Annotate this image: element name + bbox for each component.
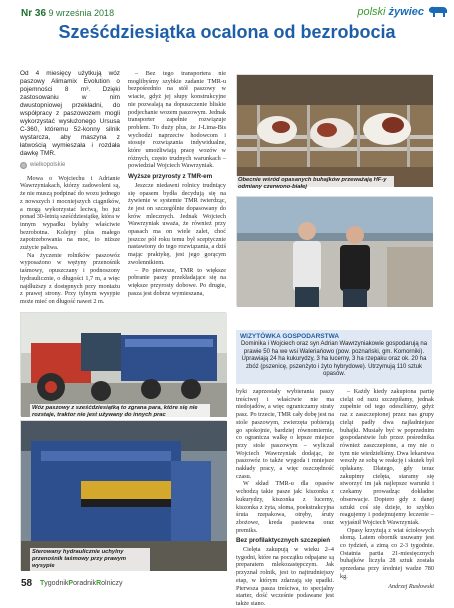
- paragraph: Na życzenie rolników paszowóz wyposażono w wężyny przenośnik taśmowy, opuszczany i podnoszony hydraulicznie, o długości 1,7 m, a więc najdłuższy z dostępnych przy montażu z prawej strony. Przy tylnym wysypie może mieć on długość nawet 2 m.: [20, 251, 120, 305]
- caption-tractor: Wóz paszowy z sześćdziesiątką to zgrana para, które się nie rozstaje, traktor nie jest używany do innych prac: [30, 404, 210, 420]
- paragraph: Jeszcze niedawni rolnicy trudniący się opasem bydła decydują się na żywienie w systemie TMR twierdząc, że jest on szczególnie dopasowany do krów mlecznych. Jednak Wojciech Wawrzyniak uważa, że również przy opasach ma on wiele zalet, choć jeszcze pół roku temu był sceptycznie nastawiony do tego rozwiązania, a dziś mając praktykę, jest jego gorącym zwolennikiem.: [128, 181, 226, 266]
- column-1: [20, 70, 120, 306]
- issue-date: 9 września 2018: [48, 8, 115, 18]
- brand-left: polski: [357, 6, 386, 18]
- cow-icon: [428, 4, 448, 18]
- paragraph: – Po pierwsze, TMR to większe pobranie paszy przekładające się na większe przyrosty dobowe. Po drugie, pasza jest dobrze wymieszana,: [128, 266, 226, 297]
- issue-number: Nr 36: [21, 8, 47, 19]
- issue-info: [21, 8, 114, 19]
- paragraph: W skład TMR-u dla opasów wchodzą takie pasze jak: kiszonka z kukurydzy, kiszonka z lucerny, kiszonka z żyta, słoma, poekstrakcyjna śruta rzepakowa, otręby, śruty zbożowe, kreda pastewna oraz premiks.: [236, 480, 334, 534]
- logo-letter: R: [96, 580, 102, 587]
- paragraph: Opasy krzyżują z wiat ściołowych słomą. Latem obornik usuwany jest co tydzień, a zimą co 2-3 tygodnie. Ostatnia partia 21-miesięcznych buhajków liczyła 28 sztuk została sprzedana przy średniej wadze 780 kg.: [340, 526, 434, 580]
- region-label: wielkopolskie: [30, 162, 66, 168]
- paragraph: Mowa o Wojciechu i Adrianie Wawrzyniakach, którzy zadowoleni są, że nie muszą podpinać do wozu jednego z nowszych i mocniejszych ciągników, a mogą wykorzystać leciwą, bo już ponad 30-letnią sześćdziesiątkę, która w innym wypadku byłaby właściwie bezrobotna. Kolejny plus małego zapotrzebowania na moc, to niższe zużycie paliwa.: [20, 174, 120, 252]
- tractor-image: [21, 313, 227, 417]
- paragraph: Cielęta zakupują w wieku 2–4 tygodni, które na początku odpajane są preparatem mlekozastępczym. Jak przyznał rolnik, jest to najtrudniejszy etap, w którym zdarzają się upadki. Pierwsza pasza treściwa, to specjalny starter, dość wcześnie podawane jest także siano.: [236, 546, 334, 607]
- logo-word: oradnik: [73, 580, 97, 587]
- page-footer: [0, 574, 454, 594]
- subheading: Wyższe przyrosty z TMR-em: [128, 173, 213, 181]
- caption-conveyor: Sterowany hydraulicznie uchylny przenośnik taśmowy przy prawym wysypie: [30, 548, 150, 571]
- photo-farmers: [236, 196, 432, 306]
- farmers-image: [237, 197, 433, 307]
- paragraph: – Bez tego transportera nie moglibyśmy szybkie zadanie TMR-u bezpośrednio na stół paszowy w wiacie, gdyż jej słupy konstrukcyjne nie pozwalają na dopuszczenie bliskie podjechanie wozem paszowym. Jednak transporter zapełnie rozwiązuje problem. To duży plus, że J-Lima-Bis wychodzi naprzeciw hodowcom i stosuje rozwiązania indywidualne, które umożliwiają pracę wozów w różnych, często trudnych warunkach – powiedział Wojciech Wawrzyniak.: [128, 70, 226, 170]
- article-lead: Od 4 miesięcy użytkują wóz paszowy Alimamix Evolution o pojemności 8 m³. Dzięki zastosowaniu w nim dwustopniowej przekładni, do współpracy z paszowozem mogli wykorzystać wysłużonego Ursusa C-360, któremu 52-konny silnik wystarcza, aby maszyna z łatwością wymieszała i rozdała dawkę TMR.: [20, 70, 120, 157]
- logo-word: ygodnik: [44, 580, 69, 587]
- column-4: [340, 388, 434, 590]
- paragraph: – Każdy kiedy zakupiona partię cieląt od razu szczepiłamy, jednak zupełnie od tego odeszliśmy, gdyż raz z zaszczepionej przez nas grupy cieląt padły dwa najładniejsze buhajki. Musiały być w poprzednim gospodarstwie lub przez pośrednika również zaszczepione, a my nie o tym nie wiedzieliśmy. Dwa lekarstwa weszły ze sobą w reakcję i skutek był opłakany. Dlatego, gdy teraz zakupimy cielęta, staramy się stworzyć im jak najlepsze warunki i czekamy prowadząc dokładne obserwacje. Dopiero gdy z danej sztuki coś się dzieje, to szybko reagujemy i podejmujemy leczenie – wyjaśnił Wojciech Wawrzyniak.: [340, 388, 434, 526]
- location-icon: [20, 162, 27, 169]
- article-title: Sześćdziesiątka ocalona od bezrobocia: [58, 22, 396, 42]
- paragraph: byki zaprzestały wybierania paszy treściwej i właściwie nie ma niedojadów, a więc ograniczamy straty pasz. Po trzecie, TMR cały dobę jest na stole paszowym, zwierzęta pobierają go spokojnie, bardziej równomiernie, co ogranicza walkę o lepsze miejsce przy stole paszowym – wyliczał Wojciech Wawrzyniak dodając, że paszowóz to także wygoda i mniejsze nakłady pracy, a więc oszczędność czasu.: [236, 388, 334, 480]
- photo-tractor: [20, 312, 226, 416]
- info-box-heading: WIZYTÓWKA GOSPODARSTWA: [240, 333, 340, 340]
- region-tag: [20, 162, 120, 170]
- info-box-text: Dominika i Wojciech oraz syn Adrian Wawrzyniakowie gospodarują na prawie 50 ha we wsi Waleriańowo (pow. poznański, gm. Komorniki). Uprawiają 24 ha kukurydzy, 3 ha lucerny, 3 ha rzepaku oraz ok. 20 ha zbóż (pszenicę, pszenżyto i żyto hybrydowe). Utrzymują 110 sztuk opasów.: [240, 341, 428, 377]
- caption-cattle: Obecnie wśród opasanych buhajków przeważają HF-y odmiany czerwono-białej: [236, 176, 394, 192]
- page-number: 58: [21, 578, 33, 589]
- farm-info-box: [236, 330, 432, 384]
- photo-cattle: [236, 74, 432, 186]
- logo-letter: P: [68, 580, 74, 587]
- publication-logo: [40, 580, 123, 587]
- logo-letter: T: [40, 580, 45, 587]
- section-brand: [357, 6, 424, 18]
- brand-right: żywiec: [388, 6, 424, 18]
- cattle-image: [237, 75, 433, 187]
- subheading: Bez profilaktycznych szczepień: [236, 537, 331, 545]
- author-signature: Andrzej Rusłowski: [388, 582, 434, 590]
- logo-word: olniczy: [101, 580, 123, 587]
- column-2: [128, 70, 226, 297]
